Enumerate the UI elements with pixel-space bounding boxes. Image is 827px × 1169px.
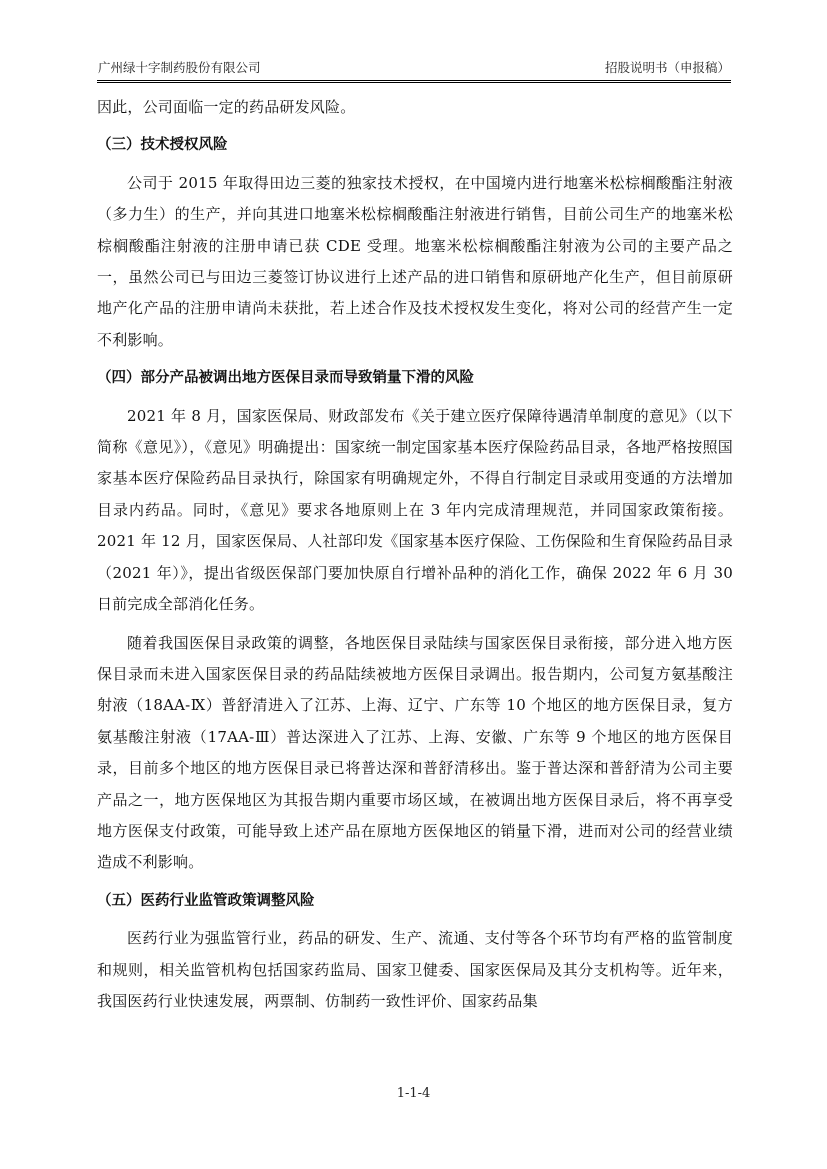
page-number: 1-1-4	[396, 1086, 431, 1101]
header-divider	[97, 80, 731, 83]
section-heading-regulation-risk: （五）医药行业监管政策调整风险	[97, 892, 315, 909]
section-heading-medical-insurance-risk: （四）部分产品被调出地方医保目录而导致销量下滑的风险	[97, 370, 474, 387]
document-body	[97, 92, 733, 1024]
header-document-type: 招股说明书（申报稿）	[604, 60, 730, 75]
paragraph-insurance-impact: 随着我国医保目录政策的调整，各地医保目录陆续与国家医保目录衔接，部分进入地方医保目录而未进入国家医保目录的药品陆续被地方医保目录调出。报告期内，公司复方氨基酸注射液（18AA-Ⅸ）普舒清进入了江苏、上海、辽宁、广东等 10 个地区的地方医保目录，复方氨基酸注射液（17AA-Ⅲ）普达深进入了江苏、上海、安徽、广东等 9 个地区的地方医保目录，目前多个地区的地方医保目录已将普达深和普舒清移出。鉴于普达深和普舒清为公司主要产品之一，地方医保地区为其报告期内重要市场区域，在被调出地方医保目录后，将不再享受地方医保支付政策，可能导致上述产品在原地方医保地区的销量下滑，进而对公司的经营业绩造成不利影响。	[97, 633, 733, 872]
paragraph-regulation: 医药行业为强监管行业，药品的研发、生产、流通、支付等各个环节均有严格的监管制度和规则，相关监管机构包括国家药监局、国家卫健委、国家医保局及其分支机构等。近年来，我国医药行业快速发展，两票制、仿制药一致性评价、国家药品集	[97, 929, 733, 1010]
section-heading-tech-license-risk: （三）技术授权风险	[97, 137, 228, 154]
paragraph-rd-risk-end: 因此，公司面临一定的药品研发风险。	[97, 98, 356, 116]
header-company-name: 广州绿十字制药股份有限公司	[98, 60, 261, 75]
page-header	[98, 58, 730, 78]
paragraph-insurance-policy: 2021 年 8 月，国家医保局、财政部发布《关于建立医疗保障待遇清单制度的意见》（以下简称《意见》），《意见》明确提出：国家统一制定国家基本医疗保险药品目录，各地严格按照国家基本医疗保险药品目录执行，除国家有明确规定外，不得自行制定目录或用变通的方法增加目录内药品。同时，《意见》要求各地原则上在 3 年内完成清理规范，并同国家政策衔接。2021 年 12 月，国家医保局、人社部印发《国家基本医疗保险、工伤保险和生育保险药品目录（2021 年）》，提出省级医保部门要加快原自行增补品种的消化工作，确保 2022 年 6 月 30 日前完成全部消化任务。	[97, 406, 733, 614]
paragraph-tech-license: 公司于 2015 年取得田边三菱的独家技术授权，在中国境内进行地塞米松棕榈酸酯注射液（多力生）的生产，并向其进口地塞米松棕榈酸酯注射液进行销售，目前公司生产的地塞米松棕榈酸酯注射液的注册申请已获 CDE 受理。地塞米松棕榈酸酯注射液为公司的主要产品之一，虽然公司已与田边三菱签订协议进行上述产品的进口销售和原研地产化生产，但目前原研地产化产品的注册申请尚未获批，若上述合作及技术授权发生变化，将对公司的经营产生一定不利影响。	[97, 173, 733, 349]
